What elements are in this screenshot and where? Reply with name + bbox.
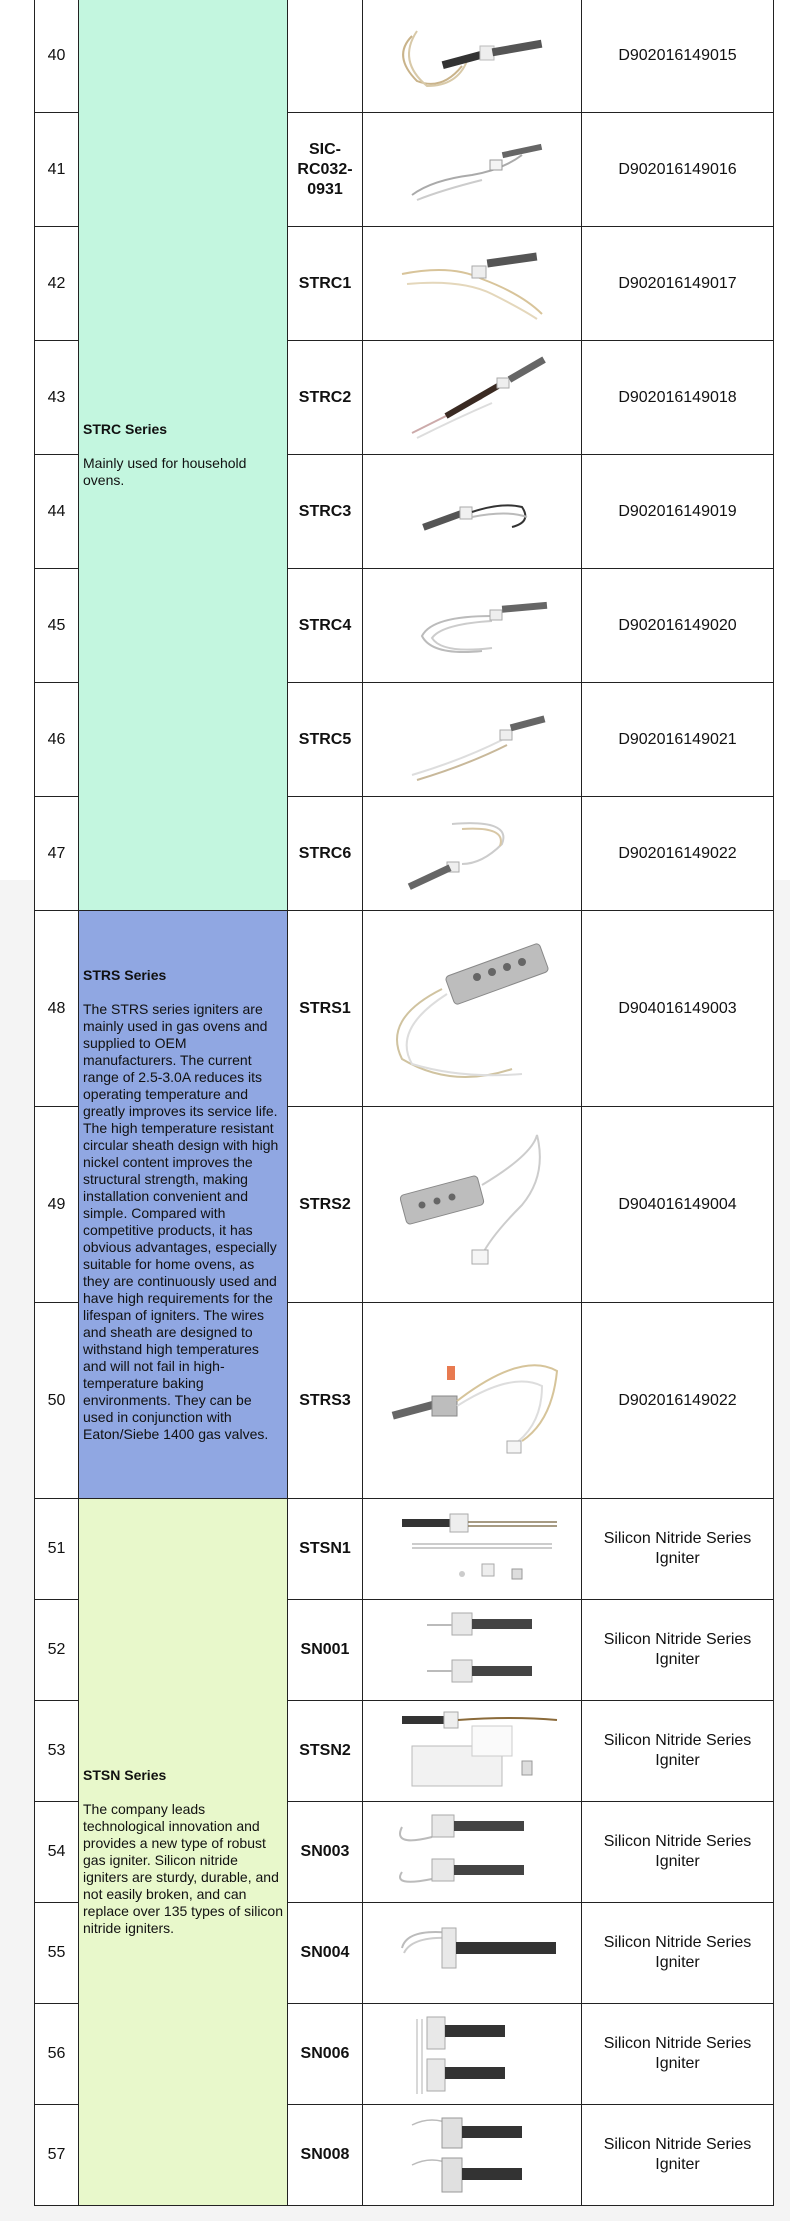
product-code: D902016149015 — [582, 0, 774, 113]
product-image — [363, 683, 582, 797]
igniter-image — [372, 462, 572, 562]
product-image — [363, 1499, 582, 1600]
series-title: STRC Series — [83, 421, 168, 437]
row-number: 42 — [35, 227, 79, 341]
row-number: 46 — [35, 683, 79, 797]
product-image — [363, 1903, 582, 2004]
series-title: STRS Series — [83, 966, 167, 983]
series-cell-strs — [79, 911, 288, 1499]
model-cell: SIC-RC032-0931 — [288, 113, 363, 227]
row-number: 45 — [35, 569, 79, 683]
product-image — [363, 2105, 582, 2206]
model-cell: STRC4 — [288, 569, 363, 683]
row-number: 43 — [35, 341, 79, 455]
product-code: Silicon Nitride Series Igniter — [582, 1903, 774, 2004]
igniter-image — [372, 1807, 572, 1897]
product-code: D904016149004 — [582, 1107, 774, 1303]
igniter-image — [372, 1605, 572, 1695]
table-row — [35, 1499, 774, 1600]
product-code: D902016149017 — [582, 227, 774, 341]
product-code: Silicon Nitride Series Igniter — [582, 1701, 774, 1802]
product-image — [363, 1600, 582, 1701]
product-image — [363, 0, 582, 113]
model-cell: STSN2 — [288, 1701, 363, 1802]
product-image — [363, 1701, 582, 1802]
row-number: 47 — [35, 797, 79, 911]
row-number: 48 — [35, 911, 79, 1107]
product-image — [363, 1303, 582, 1499]
model-cell: STRS2 — [288, 1107, 363, 1303]
igniter-image — [372, 120, 572, 220]
model-cell: STRC2 — [288, 341, 363, 455]
model-cell: SN006 — [288, 2004, 363, 2105]
model-cell: STRC5 — [288, 683, 363, 797]
igniter-image — [372, 2009, 572, 2099]
product-image — [363, 2004, 582, 2105]
series-cell-strc — [79, 0, 288, 911]
product-image — [363, 911, 582, 1107]
product-image — [363, 797, 582, 911]
product-code: D902016149019 — [582, 455, 774, 569]
row-number: 50 — [35, 1303, 79, 1499]
product-code: Silicon Nitride Series Igniter — [582, 2004, 774, 2105]
product-code: D904016149003 — [582, 911, 774, 1107]
product-image — [363, 1802, 582, 1903]
row-number: 56 — [35, 2004, 79, 2105]
row-number: 44 — [35, 455, 79, 569]
model-cell: SN003 — [288, 1802, 363, 1903]
product-code: D902016149020 — [582, 569, 774, 683]
model-cell: SN001 — [288, 1600, 363, 1701]
model-cell: STRS1 — [288, 911, 363, 1107]
igniter-image — [372, 690, 572, 790]
series-description: Mainly used for household ovens. — [83, 455, 247, 488]
model-cell: STRC3 — [288, 455, 363, 569]
igniter-image — [372, 1908, 572, 1998]
series-title: STSN Series — [83, 1767, 167, 1783]
table-row — [35, 0, 774, 113]
product-image — [363, 341, 582, 455]
row-number: 57 — [35, 2105, 79, 2206]
model-cell: SN008 — [288, 2105, 363, 2206]
igniter-image — [372, 1504, 572, 1594]
igniter-image — [372, 804, 572, 904]
model-cell: STRS3 — [288, 1303, 363, 1499]
series-description: The STRS series igniters are mainly used in gas ovens and supplied to OEM manufacturers. The current range of 2.5-3.0A reduces its operating temperature and greatly improves its service life. The high temperature resistant circular sheath design with high nickel content improves the structural strength, making installation convenient and simple. Compared with competitive products, it has obvious advantages, especially suitable for home ovens, as they are continuously used and have high requirements for the lifespan of igniters. The wires and sheath are designed to withstand high temperatures and will not fail in high-temperature baking environments. They can be used in conjunction with Eaton/Siebe 1400 gas valves. — [83, 1000, 279, 1442]
product-code: D902016149021 — [582, 683, 774, 797]
igniter-image — [372, 1115, 572, 1295]
product-code: D902016149018 — [582, 341, 774, 455]
model-cell: STRC1 — [288, 227, 363, 341]
row-number: 49 — [35, 1107, 79, 1303]
product-code: Silicon Nitride Series Igniter — [582, 2105, 774, 2206]
row-number: 41 — [35, 113, 79, 227]
row-number: 54 — [35, 1802, 79, 1903]
model-cell: STSN1 — [288, 1499, 363, 1600]
row-number: 53 — [35, 1701, 79, 1802]
row-number: 52 — [35, 1600, 79, 1701]
product-image — [363, 113, 582, 227]
series-cell-stsn — [79, 1499, 288, 2206]
product-code: D902016149016 — [582, 113, 774, 227]
igniter-image — [372, 1706, 572, 1796]
igniter-image — [372, 919, 572, 1099]
igniter-image — [372, 2110, 572, 2200]
product-image — [363, 1107, 582, 1303]
row-number: 40 — [35, 0, 79, 113]
product-image — [363, 455, 582, 569]
row-number: 55 — [35, 1903, 79, 2004]
product-code: Silicon Nitride Series Igniter — [582, 1499, 774, 1600]
product-code: Silicon Nitride Series Igniter — [582, 1600, 774, 1701]
igniter-product-table — [34, 0, 774, 2206]
product-image — [363, 569, 582, 683]
table-row — [35, 911, 774, 1107]
igniter-image — [372, 576, 572, 676]
series-description: The company leads technological innovation and provides a new type of robust gas igniter. Silicon nitride igniters are sturdy, durable, and not easily broken, and can replace over 135 types of silicon nitride igniters. — [83, 1801, 283, 1936]
product-image — [363, 227, 582, 341]
product-code: Silicon Nitride Series Igniter — [582, 1802, 774, 1903]
igniter-image — [372, 6, 572, 106]
row-number: 51 — [35, 1499, 79, 1600]
product-code: D902016149022 — [582, 1303, 774, 1499]
igniter-image — [372, 348, 572, 448]
model-cell — [288, 0, 363, 113]
model-cell: STRC6 — [288, 797, 363, 911]
igniter-image — [372, 234, 572, 334]
model-cell: SN004 — [288, 1903, 363, 2004]
product-code: D902016149022 — [582, 797, 774, 911]
igniter-image — [372, 1311, 572, 1491]
